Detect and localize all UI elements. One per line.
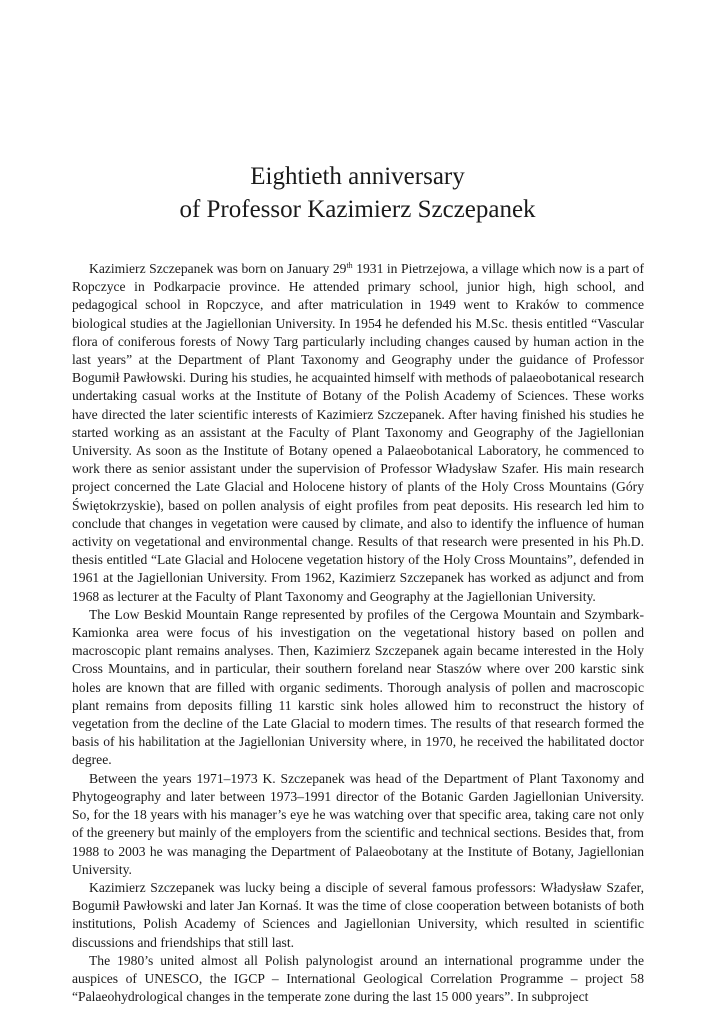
paragraph-1 [72,260,644,606]
paragraph-1-rest: 1931 in Pietrzejowa, a village which now is a part of Ropczyce in Podkarpacie province. He attended primary school, junior high, high school, and pedagogical school in Ropczyce, and after matriculation in 1949 went to Kraków to commence biological studies at the Jagiellonian University. In 1954 he defended his M.Sc. thesis entitled “Vascular flora of coniferous forests of Nowy Targ particularly including changes caused by human action in the last years” at the Department of Plant Taxonomy and Geography under the guidance of Professor Bogumił Pawłowski. During his studies, he acquainted himself with methods of palaeobotanical research undertaking casual works at the Institute of Botany of the Polish Academy of Sciences. These works have directed the later scientific interests of Kazimierz Szczepanek. After having finished his studies he started working as an assistant at the Faculty of Plant Taxonomy and Geography of the Jagiellonian University. As soon as the Institute of Botany opened a Palaeobotanical Laboratory, he commenced to work there as senior assistant under the supervision of Professor Władysław Szafer. His main research project concerned the Late Glacial and Holocene history of plants of the Holy Cross Mountains (Góry Świętokrzyskie), based on pollen analysis of eight profiles from peat deposits. His research led him to conclude that changes in vegetation were caused by climate, and also to identify the influence of human activity on vegetational and environmental change. Results of that research were presented in his Ph.D. thesis entitled “Late Glacial and Holocene vegetation history of the Holy Cross Mountains”, defended in 1961 at the Jagiellonian University. From 1962, Kazimierz Szczepanek has worked as adjunct and from 1968 as lecturer at the Faculty of Plant Taxonomy and Geography at the Jagiellonian University. [72,261,644,604]
article-title [0,160,715,226]
paragraph-1-start: Kazimierz Szczepanek was born on January 29 [89,261,347,276]
title-line-2: of Professor Kazimierz Szczepanek [179,196,536,223]
paragraph-4: Kazimierz Szczepanek was lucky being a disciple of several famous professors: Władysław Szafer, Bogumił Pawłowski and later Jan Kornaś. It was the time of close cooperation between botanists of both institutions, Polish Academy of Sciences and Jagiellonian University, which resulted in scientific discussions and friendships that still last. [72,879,644,950]
article-body [72,260,644,1006]
paragraph-5: The 1980’s united almost all Polish palynologist around an international programme under the auspices of UNESCO, the IGCP – International Geological Correlation Programme – project 58 “Palaeohydrological changes in the temperate zone during the last 15 000 years”. In subproject [72,952,644,1005]
paragraph-3: Between the years 1971–1973 K. Szczepanek was head of the Department of Plant Taxonomy and Phytogeography and later between 1973–1991 director of the Botanic Garden Jagiellonian University. So, for the 18 years with his manager’s eye he was watching over that specific area, taking care not only of the greenery but mainly of the employers from the scientific and technical sections. Besides that, from 1988 to 2003 he was managing the Department of Palaeobotany at the Institute of Botany, Jagiellonian University. [72,770,644,877]
title-line-1: Eightieth anniversary [250,163,465,190]
ordinal-suffix: th [346,261,353,270]
paragraph-2: The Low Beskid Mountain Range represented by profiles of the Cergowa Mountain and Szymbark-Kamionka area were focus of his investigation on the vegetational history based on pollen and macroscopic plant remains analyses. Then, Kazimierz Szczepanek again became interested in the Holy Cross Mountains, and in particular, their southern foreland near Staszów where over 200 karstic sink holes are known that are filled with organic sediments. Thorough analysis of pollen and macroscopic plant remains from deposits filling 11 karstic sink holes allowed him to reconstruct the history of vegetation from the decline of the Late Glacial to modern times. The results of that research formed the basis of his habilitation at the Jagiellonian University where, in 1970, he received the habilitated doctor degree. [72,606,644,768]
